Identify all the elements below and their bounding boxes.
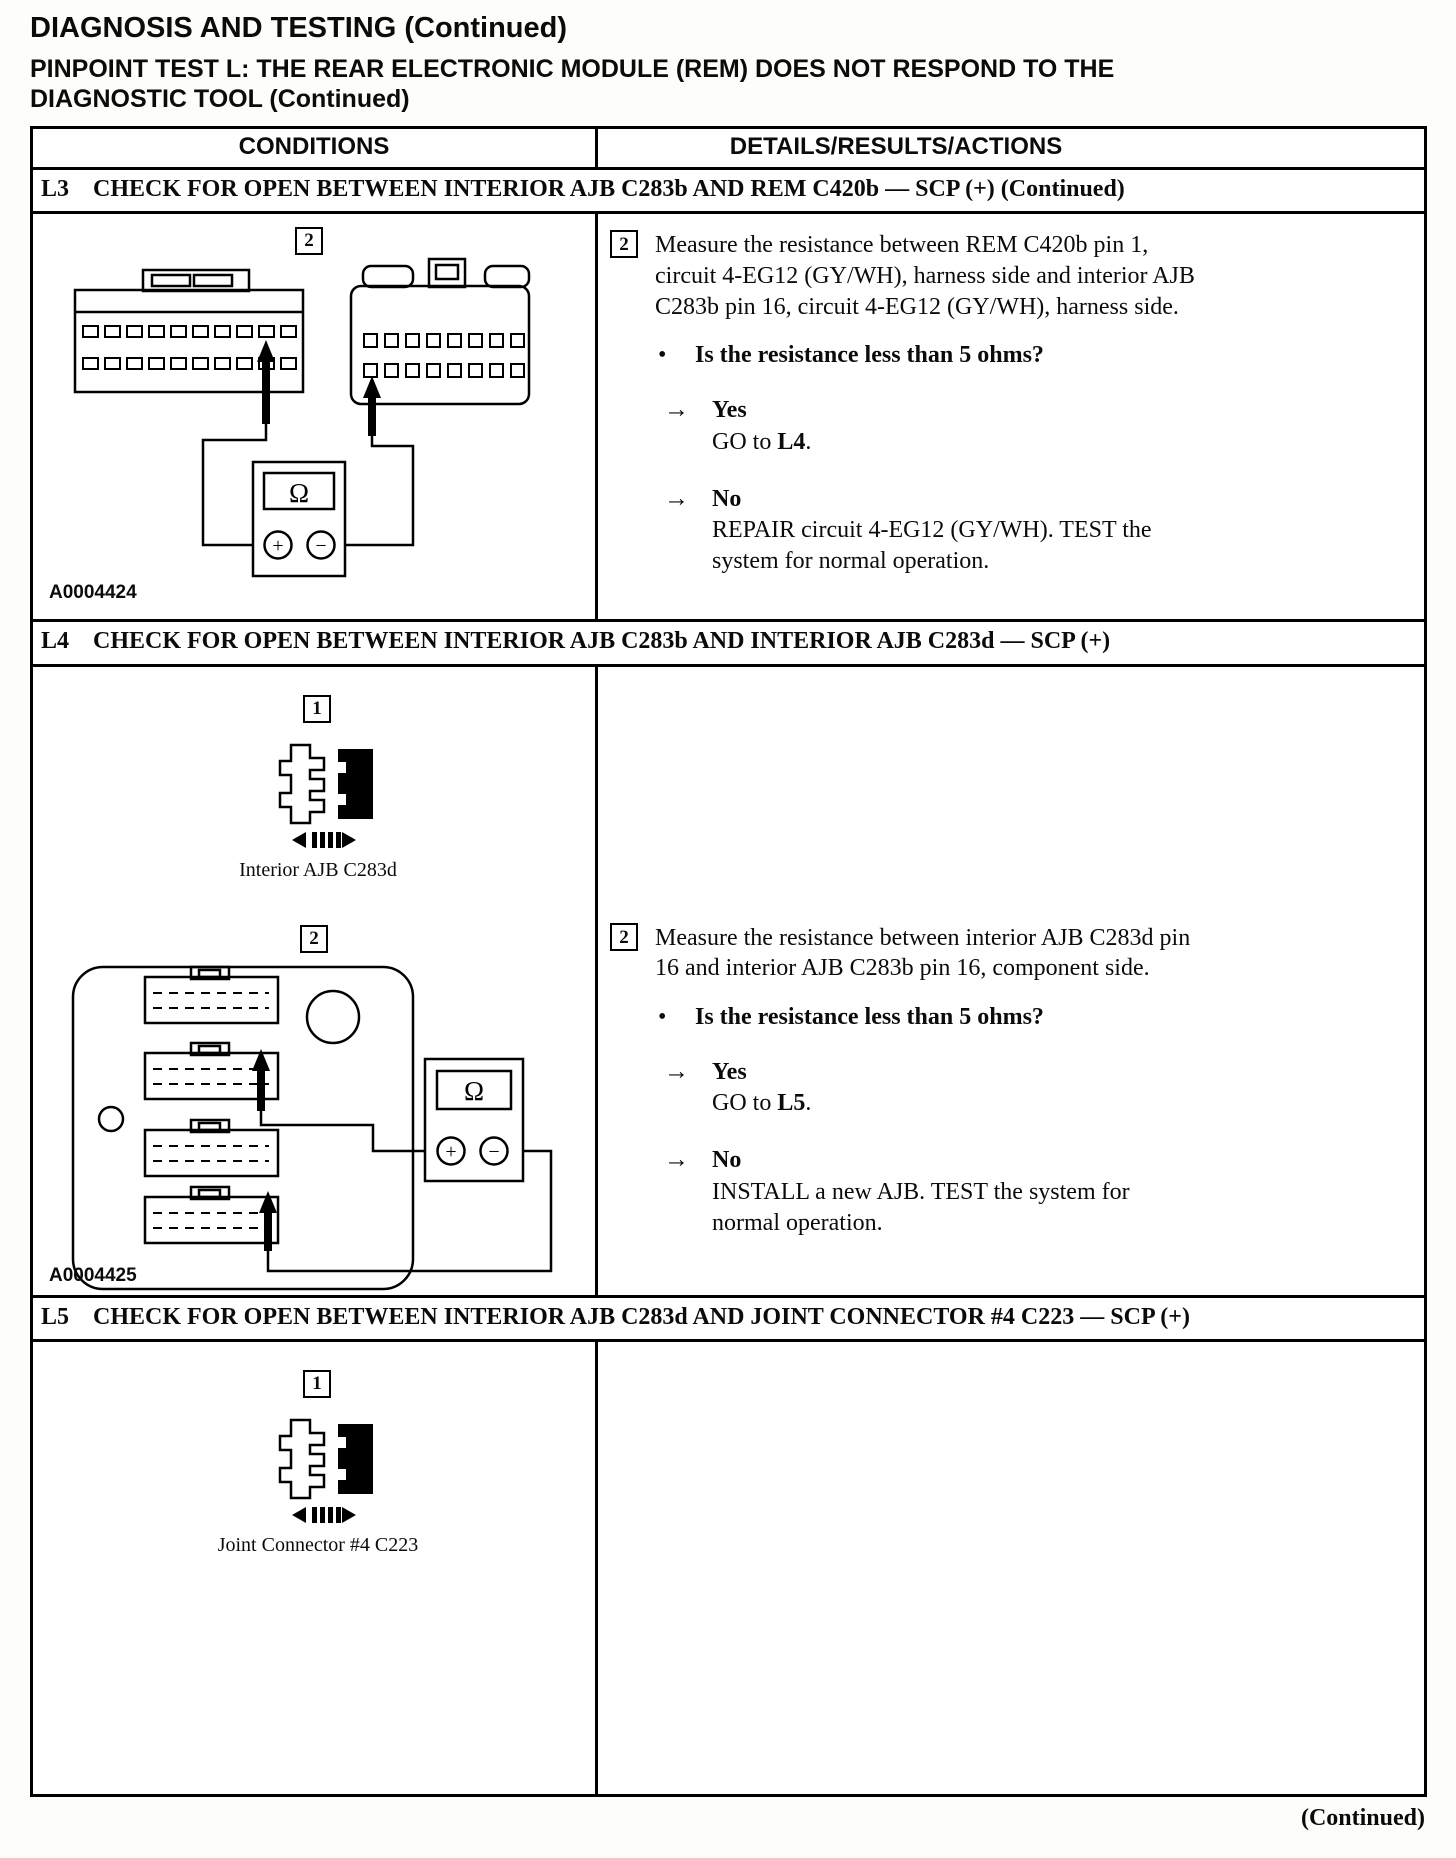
figure2-step-badge: 2 (300, 925, 328, 953)
l3-conditions-cell (33, 214, 598, 619)
page-subtitle: PINPOINT TEST L: THE REAR ELECTRONIC MODULE (REM) DOES NOT RESPOND TO THE DIAGNOSTIC TOOL (Continued) (30, 55, 1115, 113)
mating-direction-icon (292, 832, 356, 848)
l4-no-branch (664, 1145, 1416, 1239)
page-title: DIAGNOSIS AND TESTING (Continued) (30, 12, 568, 44)
l3-details-cell (598, 214, 1424, 619)
branch-arrow-icon: → (664, 484, 689, 512)
step-l3-title: CHECK FOR OPEN BETWEEN INTERIOR AJB C283b AND REM C420b — SCP (+) (Continued) (93, 176, 1125, 202)
connector-right-pins (364, 334, 524, 377)
pinpoint-test-table (30, 126, 1427, 1797)
step-l4-title: CHECK FOR OPEN BETWEEN INTERIOR AJB C283b AND INTERIOR AJB C283d — SCP (+) (93, 628, 1111, 655)
figure-step-badge: 1 (303, 1370, 331, 1398)
branch-arrow-icon: → (664, 1146, 689, 1174)
minus-terminal-label: − (315, 535, 327, 558)
step-l5-title: CHECK FOR OPEN BETWEEN INTERIOR AJB C283d AND JOINT CONNECTOR #4 C223 — SCP (+) (93, 1303, 1190, 1330)
plus-terminal-label: + (445, 1140, 457, 1163)
no-action: INSTALL a new AJB. TEST the system for normal operation. (712, 1178, 1130, 1236)
continued-footer: (Continued) (1300, 1804, 1425, 1831)
step-l5-body-row (33, 1342, 1424, 1794)
figure1-caption: Interior AJB C283d (239, 858, 397, 881)
minus-terminal-label: − (488, 1140, 500, 1163)
question-text: Is the resistance less than 5 ohms? (695, 342, 1044, 369)
l4-yes-branch (664, 1057, 1416, 1119)
step-l5-title-row (33, 1295, 1424, 1342)
l5-conditions-cell (33, 1342, 598, 1794)
no-action: REPAIR circuit 4-EG12 (GY/WH). TEST the system for normal operation. (712, 516, 1152, 575)
l3-yes-branch (664, 395, 1416, 457)
connector-icon (280, 1420, 373, 1523)
yes-action: GO to L5. (712, 1090, 812, 1117)
figure-id-label: A0004425 (49, 1264, 137, 1286)
l4-details-cell (598, 667, 1424, 1295)
step-instruction: Measure the resistance between interior AJB C283d pin 16 and interior AJB C283b pin 16, component side. (655, 924, 1191, 982)
ohm-symbol: Ω (288, 478, 310, 509)
step-number-badge: 2 (610, 230, 638, 258)
yes-label: Yes (712, 397, 747, 424)
l4-question-line (658, 1004, 1416, 1031)
bullet-icon: • (658, 1003, 667, 1030)
l3-question-line (658, 342, 1416, 369)
l4-step (610, 923, 1416, 984)
bullet-icon: • (658, 342, 667, 369)
no-label: No (712, 485, 742, 512)
step-l5-id: L5 (41, 1303, 70, 1330)
step-l3-title-row (33, 170, 1424, 214)
figure-step-badge: 2 (295, 227, 323, 255)
l5-figure (33, 1342, 595, 1794)
step-number-badge: 2 (610, 923, 638, 951)
yes-action: GO to L4. (712, 428, 812, 455)
mating-direction-icon (292, 1507, 356, 1523)
probe-arrow-icon (252, 1049, 277, 1251)
figure1-step-badge: 1 (303, 695, 331, 723)
conditions-column-header: CONDITIONS (33, 129, 598, 167)
l3-wiring-diagram (33, 214, 596, 619)
details-column-header: DETAILS/RESULTS/ACTIONS (729, 133, 1063, 160)
yes-label: Yes (712, 1058, 747, 1085)
figure-id-label: A0004424 (49, 582, 137, 604)
l4-wiring-diagram (33, 667, 596, 1295)
connector-right (351, 259, 529, 404)
l3-figure (33, 214, 595, 619)
step-l4-body-row (33, 667, 1424, 1295)
branch-arrow-icon: → (664, 1057, 689, 1085)
step-l4-title-row (33, 619, 1424, 666)
plus-terminal-label: + (272, 535, 284, 558)
ohm-symbol: Ω (463, 1075, 485, 1106)
l4-conditions-cell (33, 667, 598, 1295)
l4-figures (33, 667, 595, 1295)
figure-caption: Joint Connector #4 C223 (217, 1533, 419, 1556)
branch-arrow-icon: → (664, 396, 689, 424)
l3-no-branch (664, 484, 1416, 578)
table-header-row (33, 129, 1424, 170)
step-l3-id: L3 (41, 176, 70, 202)
question-text: Is the resistance less than 5 ohms? (695, 1003, 1044, 1030)
l5-details-cell (598, 1342, 1424, 1794)
probe-arrow-icon (257, 340, 381, 436)
step-l4-id: L4 (41, 628, 70, 655)
l3-step (610, 230, 1416, 322)
step-instruction: Measure the resistance between REM C420b pin 1, circuit 4-EG12 (GY/WH), harness side and interior AJB C283b pin 16, circuit 4-EG12 (GY/WH), harness side. (655, 232, 1195, 320)
step-l3-body-row (33, 214, 1424, 619)
fuse-panel (73, 967, 413, 1289)
connector-icon (280, 745, 373, 848)
no-label: No (712, 1147, 742, 1174)
